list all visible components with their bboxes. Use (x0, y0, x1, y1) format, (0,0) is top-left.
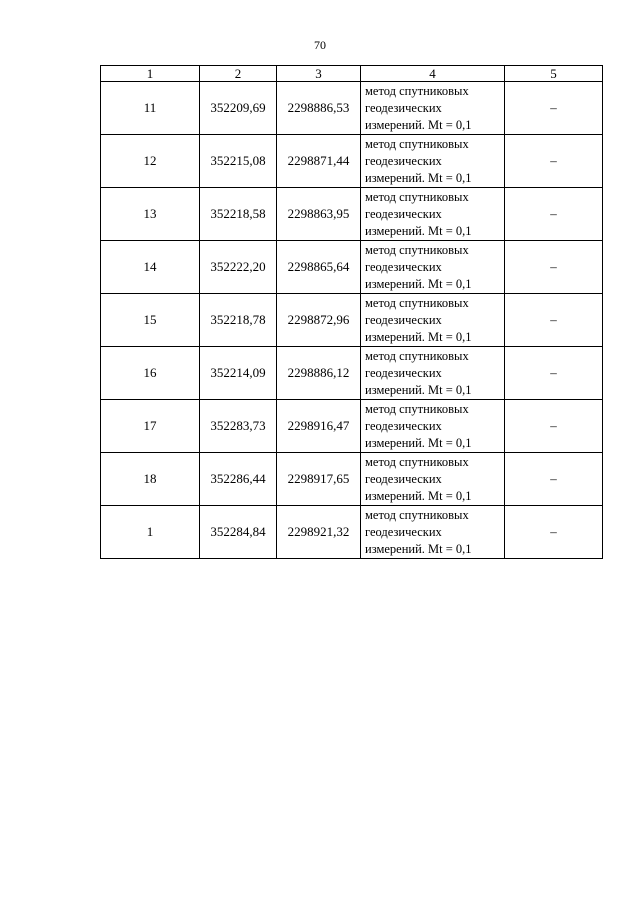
method-cell (361, 347, 505, 400)
description-cell: – (505, 347, 603, 400)
method-line-3: измерений. Mt = 0,1 (365, 329, 472, 344)
method-line-1: метод спутниковых (365, 401, 469, 416)
method-line-3: измерений. Mt = 0,1 (365, 223, 472, 238)
description-cell: – (505, 453, 603, 506)
description-cell: – (505, 82, 603, 135)
page-number: 70 (314, 38, 326, 52)
method-cell (361, 294, 505, 347)
x-coordinate-cell: 352222,20 (200, 241, 277, 294)
table-row (101, 347, 603, 400)
point-number-cell: 14 (101, 241, 200, 294)
method-line-2: геодезических (365, 153, 442, 168)
point-number-cell: 11 (101, 82, 200, 135)
header-col-1: 1 (101, 66, 200, 82)
y-coordinate-cell: 2298863,95 (277, 188, 361, 241)
method-line-1: метод спутниковых (365, 189, 469, 204)
method-cell (361, 453, 505, 506)
method-line-1: метод спутниковых (365, 348, 469, 363)
method-line-1: метод спутниковых (365, 136, 469, 151)
y-coordinate-cell: 2298865,64 (277, 241, 361, 294)
method-line-1: метод спутниковых (365, 83, 469, 98)
table-row (101, 241, 603, 294)
method-cell (361, 135, 505, 188)
point-number-cell: 17 (101, 400, 200, 453)
method-line-2: геодезических (365, 206, 442, 221)
table-body (101, 82, 603, 559)
table-row (101, 400, 603, 453)
method-line-3: измерений. Mt = 0,1 (365, 541, 472, 556)
table-row (101, 135, 603, 188)
x-coordinate-cell: 352218,58 (200, 188, 277, 241)
method-line-1: метод спутниковых (365, 454, 469, 469)
description-cell: – (505, 188, 603, 241)
header-col-2: 2 (200, 66, 277, 82)
method-line-3: измерений. Mt = 0,1 (365, 435, 472, 450)
point-number-cell: 18 (101, 453, 200, 506)
y-coordinate-cell: 2298886,12 (277, 347, 361, 400)
method-cell (361, 506, 505, 559)
table-header (101, 66, 603, 82)
x-coordinate-cell: 352218,78 (200, 294, 277, 347)
y-coordinate-cell: 2298916,47 (277, 400, 361, 453)
header-row (101, 66, 603, 82)
method-line-1: метод спутниковых (365, 242, 469, 257)
description-cell: – (505, 241, 603, 294)
method-line-3: измерений. Mt = 0,1 (365, 382, 472, 397)
y-coordinate-cell: 2298921,32 (277, 506, 361, 559)
table-row (101, 188, 603, 241)
method-line-2: геодезических (365, 418, 442, 433)
table-row (101, 453, 603, 506)
method-line-2: геодезических (365, 524, 442, 539)
x-coordinate-cell: 352286,44 (200, 453, 277, 506)
description-cell: – (505, 135, 603, 188)
header-col-5: 5 (505, 66, 603, 82)
method-line-2: геодезических (365, 100, 442, 115)
description-cell: – (505, 506, 603, 559)
point-number-cell: 16 (101, 347, 200, 400)
x-coordinate-cell: 352283,73 (200, 400, 277, 453)
method-line-2: геодезических (365, 471, 442, 486)
method-line-1: метод спутниковых (365, 295, 469, 310)
table-row (101, 294, 603, 347)
method-line-2: геодезических (365, 365, 442, 380)
x-coordinate-cell: 352209,69 (200, 82, 277, 135)
header-col-4: 4 (361, 66, 505, 82)
method-line-2: геодезических (365, 259, 442, 274)
method-cell (361, 241, 505, 294)
method-line-1: метод спутниковых (365, 507, 469, 522)
point-number-cell: 12 (101, 135, 200, 188)
x-coordinate-cell: 352284,84 (200, 506, 277, 559)
method-line-3: измерений. Mt = 0,1 (365, 276, 472, 291)
y-coordinate-cell: 2298886,53 (277, 82, 361, 135)
description-cell: – (505, 400, 603, 453)
y-coordinate-cell: 2298871,44 (277, 135, 361, 188)
x-coordinate-cell: 352214,09 (200, 347, 277, 400)
table-row (101, 506, 603, 559)
point-number-cell: 1 (101, 506, 200, 559)
point-number-cell: 15 (101, 294, 200, 347)
method-line-2: геодезических (365, 312, 442, 327)
table-row (101, 82, 603, 135)
method-cell (361, 400, 505, 453)
header-col-3: 3 (277, 66, 361, 82)
x-coordinate-cell: 352215,08 (200, 135, 277, 188)
description-cell: – (505, 294, 603, 347)
point-number-cell: 13 (101, 188, 200, 241)
coordinates-table (100, 65, 603, 559)
y-coordinate-cell: 2298917,65 (277, 453, 361, 506)
method-cell (361, 188, 505, 241)
method-line-3: измерений. Mt = 0,1 (365, 170, 472, 185)
method-line-3: измерений. Mt = 0,1 (365, 488, 472, 503)
y-coordinate-cell: 2298872,96 (277, 294, 361, 347)
method-line-3: измерений. Mt = 0,1 (365, 117, 472, 132)
method-cell (361, 82, 505, 135)
